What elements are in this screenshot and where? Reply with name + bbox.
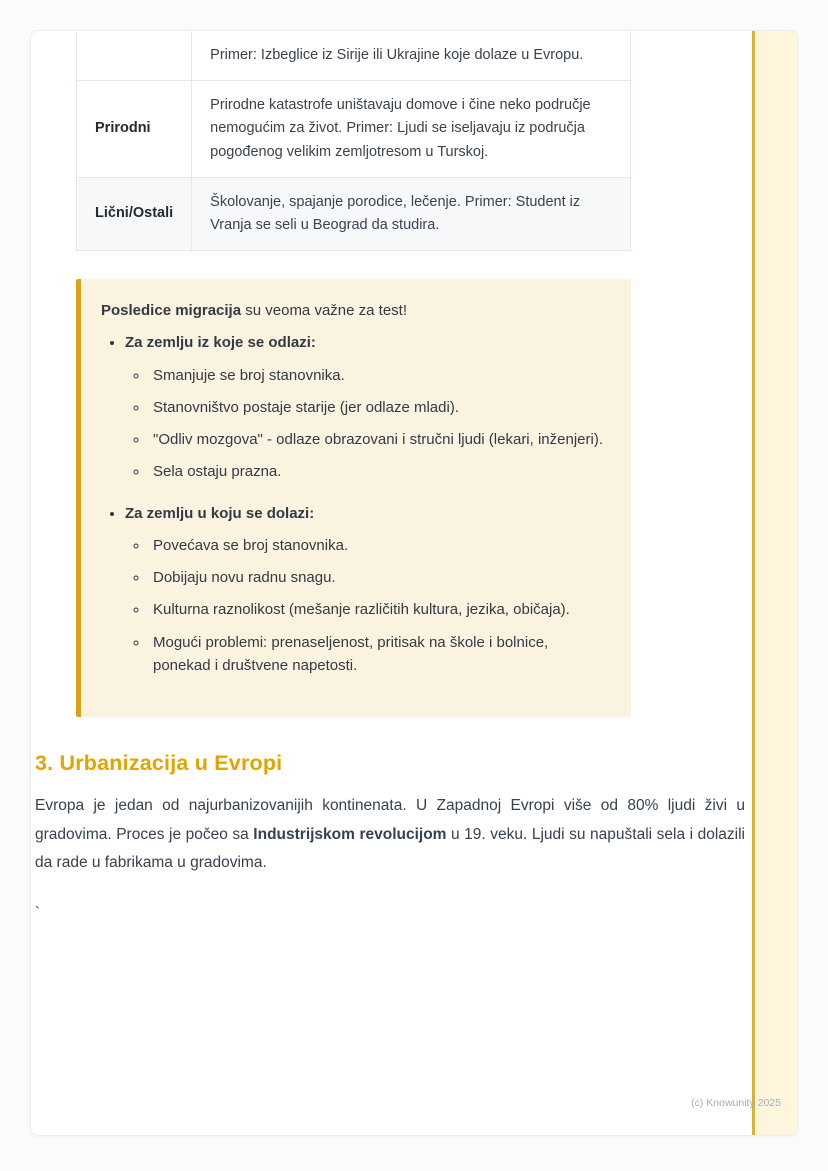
callout-group-heading: Za zemlju iz koje se odlazi: (125, 334, 316, 352)
callout-subitem: ◦ Dobijaju novu radnu snagu. (149, 566, 605, 589)
callout-subitem: ◦ Sela ostaju prazna. (149, 460, 605, 483)
table-row-label: Prirodni (77, 81, 192, 178)
callout-title-rest: su veoma važne za test! (241, 302, 407, 320)
paragraph-text: Evropa je jedan od najurbanizovanijih kontinenata. U Zapadnoj Evropi više od 80% ljudi živi u gradovima. Proces je počeo sa (35, 797, 745, 843)
table-row (77, 81, 631, 178)
callout-subitem: ◦ Stanovništvo postaje starije (jer odlaze mladi). (149, 396, 605, 419)
callout-list (101, 331, 605, 677)
table-row-text: Primer: Izbeglice iz Sirije ili Ukrajine koje dolaze u Evropu. (192, 31, 631, 81)
callout-group (125, 331, 605, 483)
callout-subitem: ◦ "Odliv mozgova" - odlaze obrazovani i stručni ljudi (lekari, inženjeri). (149, 428, 605, 451)
urbanization-paragraph (35, 792, 745, 878)
copyright-footer: (c) Knowunity 2025 (691, 1097, 781, 1109)
highlight-callout (76, 279, 631, 717)
table-row (77, 31, 631, 81)
callout-subitem: ◦ Povećava se broj stanovnika. (149, 534, 605, 557)
document-page (30, 30, 798, 1136)
callout-subitem: ◦ Smanjuje se broj stanovnika. (149, 364, 605, 387)
paragraph-bold-text: Industrijskom revolucijom (253, 825, 447, 843)
migration-causes-table (76, 31, 631, 251)
callout-group (125, 502, 605, 678)
table-row-text: Školovanje, spajanje porodice, lečenje. Primer: Student iz Vranja se seli u Beograd da studira. (192, 177, 631, 250)
callout-group-heading: Za zemlju u koju se dolazi: (125, 504, 315, 522)
page-content (31, 31, 797, 921)
table-row-label: Lični/Ostali (77, 177, 192, 250)
callout-subitem: ◦ Kulturna raznolikost (mešanje različitih kultura, jezika, običaja). (149, 598, 605, 621)
callout-title-bold: Posledice migracija (101, 302, 242, 320)
callout-sublist (125, 364, 605, 484)
table-row (77, 177, 631, 250)
callout-title (101, 299, 605, 322)
stray-backtick: ` (35, 904, 40, 922)
table-row-text: Prirodne katastrofe uništavaju domove i čine neko područje nemogućim za život. Primer: Ljudi se iseljavaju iz područja pogođenog velikim zemljotresom u Turskoj. (192, 81, 631, 178)
table-row-label (77, 31, 192, 81)
paragraph-text: u 19. veku. Ljudi su napuštali sela i dolazili da rade u fabrikama u gradovima. (35, 825, 745, 872)
callout-subitem: ◦ Mogući problemi: prenaseljenost, pritisak na škole i bolnice, ponekad i društvene napetosti. (149, 631, 605, 678)
section-heading: 3. Urbanizacija u Evropi (35, 751, 283, 776)
callout-sublist (125, 534, 605, 677)
